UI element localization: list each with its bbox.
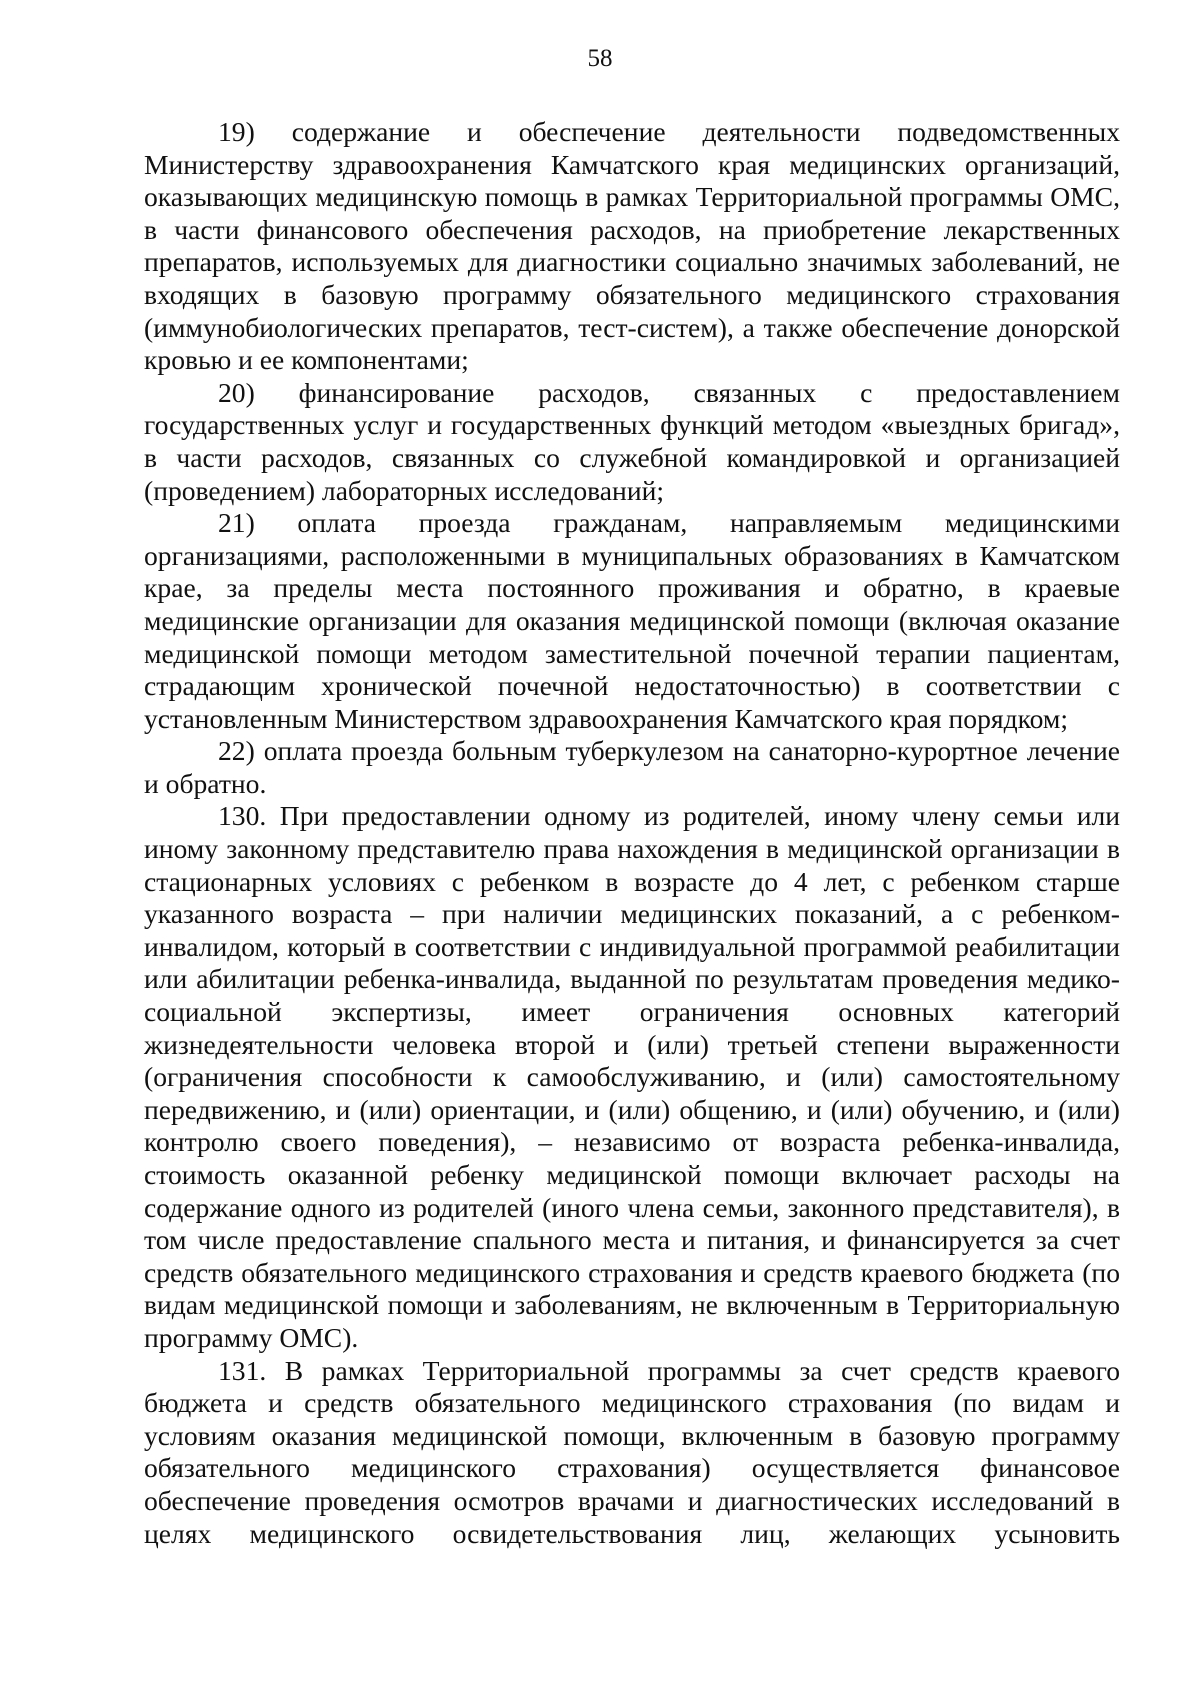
page-number: 58: [587, 45, 613, 72]
document-body: [144, 116, 1120, 1550]
paragraph-item-19: 19) содержание и обеспечение деятельности подведомственных Министерству здравоохранения Камчатского края медицинских организаций, оказывающих медицинскую помощь в рамках Территориальной программы ОМС, в части финансового обеспечения расходов, на приобретение лекарственных препаратов, используемых для диагностики социально значимых заболеваний, не входящих в базовую программу обязательного медицинского страхования (иммунобиологических препаратов, тест-систем), а также обеспечение донорской кровью и ее компонентами;: [144, 116, 1120, 376]
paragraph-clause-131: 131. В рамках Территориальной программы за счет средств краевого бюджета и средств обязательного медицинского страхования (по видам и условиям оказания медицинской помощи, включенным в базовую программу обязательного медицинского страхования) осуществляется финансовое обеспечение проведения осмотров врачами и диагностических исследований в целях медицинского освидетельствования лиц, желающих усыновить: [144, 1354, 1120, 1549]
paragraph-clause-130: 130. При предоставлении одному из родителей, иному члену семьи или иному законному представителю права нахождения в медицинской организации в стационарных условиях с ребенком в возрасте до 4 лет, с ребенком старше указанного возраста – при наличии медицинских показаний, а с ребенком-инвалидом, который в соответствии с индивидуальной программой реабилитации или абилитации ребенка-инвалида, выданной по результатам проведения медико-социальной экспертизы, имеет ограничения основных категорий жизнедеятельности человека второй и (или) третьей степени выраженности (ограничения способности к самообслуживанию, и (или) самостоятельному передвижению, и (или) ориентации, и (или) общению, и (или) обучению, и (или) контролю своего поведения), – независимо от возраста ребенка-инвалида, стоимость оказанной ребенку медицинской помощи включает расходы на содержание одного из родителей (иного члена семьи, законного представителя), в том числе предоставление спального места и питания, и финансируется за счет средств обязательного медицинского страхования и средств краевого бюджета (по видам медицинской помощи и заболеваниям, не включенным в Территориальную программу ОМС).: [144, 800, 1120, 1353]
paragraph-item-21: 21) оплата проезда гражданам, направляемым медицинскими организациями, расположенными в муниципальных образованиях в Камчатском крае, за пределы места постоянного проживания и обратно, в краевые медицинские организации для оказания медицинской помощи (включая оказание медицинской помощи методом заместительной почечной терапии пациентам, страдающим хронической почечной недостаточностью) в соответствии с установленным Министерством здравоохранения Камчатского края порядком;: [144, 507, 1120, 734]
paragraph-item-22: 22) оплата проезда больным туберкулезом на санаторно-курортное лечение и обратно.: [144, 735, 1120, 799]
paragraph-item-20: 20) финансирование расходов, связанных с предоставлением государственных услуг и государственных функций методом «выездных бригад», в части расходов, связанных со служебной командировкой и организацией (проведением) лабораторных исследований;: [144, 376, 1120, 506]
